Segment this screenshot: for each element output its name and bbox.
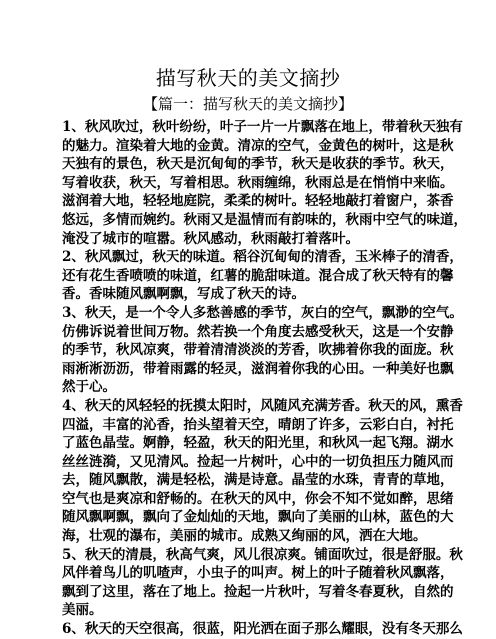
body-line: 4、秋天的风轻轻的抚摸太阳时，风随风充满芳香。秋天的风，熏香 xyxy=(62,397,463,414)
body-line: 的季节，秋风凉爽，带着清清淡淡的芳香，吹拂着你我的面庞。秋 xyxy=(62,342,454,359)
body-line: 天独有的景色，秋天是沉甸甸的季节，秋天是收获的季节。秋天， xyxy=(62,156,454,173)
document-title: 描写秋天的美文摘抄 xyxy=(155,66,341,90)
body-line: 的魅力。渲染着大地的金黄。清凉的空气，金黄色的树叶，这是秋 xyxy=(62,137,454,154)
body-line: 去，随风飘散，满是轻松，满是诗意。晶莹的水珠，青青的草地， xyxy=(62,472,454,489)
body-line: 5、秋天的清晨，秋高气爽，风儿很凉爽。铺面吹过，很是舒服。秋 xyxy=(62,546,463,563)
document-subtitle: 【篇一：描写秋天的美文摘抄】 xyxy=(142,95,353,113)
body-line: 海，壮观的瀑布，美丽的城市。成熟又绚丽的风，洒在大地。 xyxy=(62,528,427,545)
body-line: 空气也是爽凉和舒畅的。在秋天的风中，你会不知不觉如醉，思绪 xyxy=(62,490,454,507)
body-line: 淹没了城市的喧嚣。秋风感动，秋雨敲打着落叶。 xyxy=(62,230,359,247)
body-line: 仿佛诉说着世间万物。然若换一个角度去感受秋天，这是一个安静 xyxy=(62,323,454,340)
body-line: 了蓝色晶莹。婀静，轻盈，秋天的阳光里，和秋风一起飞翔。湖水 xyxy=(62,435,454,452)
body-line: 雨淅淅沥沥，带着雨露的轻灵，滋润着你我的心田。一种美好也飘 xyxy=(62,360,454,377)
body-line: 香。香味随风飘啊飘，写成了秋天的诗。 xyxy=(62,286,305,303)
body-line: 四溢，丰富的沁香，抬头望着天空，晴朗了许多，云彩白白，衬托 xyxy=(62,416,454,433)
body-line: 3、秋天，是一个令人多愁善感的季节，灰白的空气，飘渺的空气。 xyxy=(62,304,463,321)
body-line: 美丽。 xyxy=(62,602,103,619)
body-line: 还有花生香喷喷的味道，红薯的脆甜味道。混合成了秋天特有的馨 xyxy=(62,267,454,284)
body-line: 随风飘啊飘，飘向了金灿灿的天地，飘向了美丽的山林，蓝色的大 xyxy=(62,509,454,526)
body-line: 2、秋风飘过，秋天的味道。稻谷沉甸甸的清香，玉米棒子的清香， xyxy=(62,249,463,266)
body-line: 写着收获，秋天，写着相思。秋雨缠绵，秋雨总是在悄悄中来临。 xyxy=(62,174,454,191)
body-line: 然于心。 xyxy=(62,379,116,396)
body-line: 飘到了这里，落在了地上。捡起一片秋叶，写着冬春夏秋，自然的 xyxy=(62,583,454,600)
body-line: 6、秋天的天空很高，很蓝，阳光洒在面子那么耀眼，没有冬天那么 xyxy=(62,621,463,638)
body-line: 1、秋风吹过，秋叶纷纷，叶子一片一片飘落在地上，带着秋天独有 xyxy=(62,119,463,135)
document-body xyxy=(62,118,467,638)
body-line: 风伴着鸟儿的叽喳声，小虫子的叫声。树上的叶子随着秋风飘落， xyxy=(62,565,454,582)
body-line: 丝丝涟漪，又见清风。捡起一片树叶，心中的一切负担压力随风而 xyxy=(62,453,454,470)
body-line: 滋润着大地，轻轻地庭院，柔柔的树叶。轻轻地敲打着窗户，茶香 xyxy=(62,193,454,210)
body-line: 悠远，多情而婉约。秋雨又是温情而有韵味的，秋雨中空气的味道， xyxy=(62,211,467,228)
